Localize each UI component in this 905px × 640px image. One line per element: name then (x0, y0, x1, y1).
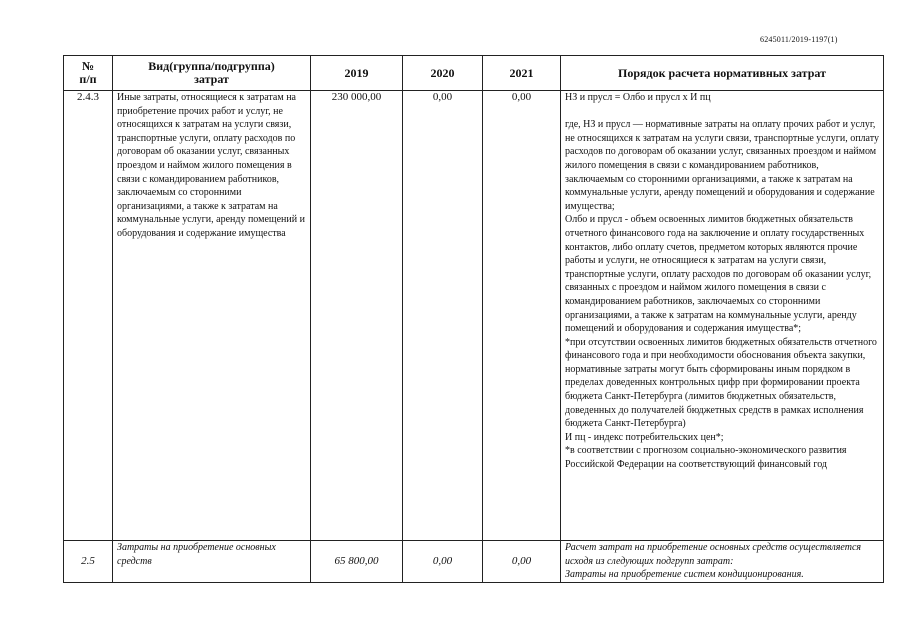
formula: НЗ и прусл = Олбо и прусл х И пц (565, 92, 711, 103)
header-cost-type-line2: затрат (194, 72, 229, 86)
row-number: 2.4.3 (64, 91, 113, 541)
calc-paragraph: Расчет затрат на приобретение основных средств осуществляется исходя из следующих подгрупп затрат: (565, 542, 862, 567)
calc-paragraph: Олбо и прусл - объем освоенных лимитов бюджетных обязательств отчетного финансового года на заключение и оплату государственных контактов, либо оплату счетов, предметом которых являются прочие работы и услуги, не относящиеся к затратам на услуги связи, транспортные услуги, оплату расходов по договорам об оказании услуг, связанных с проездом и наймом жилого помещения в связи с командированием работников, заключаемых со сторонними организациями, а также к затратам на коммунальные услуги, аренду помещений и оборудования и содержания имущества*; (565, 214, 872, 335)
header-number-line2: п/п (79, 72, 97, 86)
document-number: 6245011/2019-1197(1) (760, 35, 838, 44)
value-2020: 0,00 (403, 541, 483, 583)
calc-paragraph: *при отсутствии освоенных лимитов бюджетных обязательств отчетного финансового года и при необходимости обоснования объекта закупки, нормативные затраты могут быть сформированы иным порядком в пределах доведенных контрольных цифр при формировании проекта бюджета Санкт-Петербурга (лимитов бюджетных обязательств, доведенных до получателей бюджетных средств в рамках исполнения бюджета Санкт-Петербурга) (565, 336, 877, 430)
calculation-text (561, 91, 884, 541)
row-description: Иные затраты, относящиеся к затратам на приобретение прочих работ и услуг, не относящихся к затратам на услуги связи, транспортные услуги, оплату расходов по договорам об оказании услуг, связанных проездом и наймом жилого помещения в связи с командированием работников, заключаемым со сторонними организациями, а также к затратам на коммунальные услуги, аренду помещений и оборудования и содержание имущества (113, 91, 311, 541)
calc-paragraph: Затраты на приобретение систем кондиционирования. (565, 569, 804, 581)
table-row (64, 541, 884, 583)
header-calculation: Порядок расчета нормативных затрат (561, 56, 884, 91)
blank-line (565, 105, 879, 119)
header-2021: 2021 (483, 56, 561, 91)
header-cost-type (113, 56, 311, 91)
row-number: 2.5 (64, 541, 113, 583)
calc-paragraph: *в соответствии с прогнозом социально-экономического развития Российской Федерации на соответствующий финансовый год (565, 445, 847, 471)
value-2019: 65 800,00 (311, 541, 403, 583)
calc-paragraph: где, НЗ и прусл — нормативные затраты на оплату прочих работ и услуг, не относящихся к затратам на услуги связи, транспортные услуги, оплату расходов по договорам об оказании услуг, связанных проездом и наймом жилого помещения в связи с командированием работников, заключаемым со сторонними организациями, а также к затратам на коммунальные услуги, аренду помещений и оборудования и содержание имущества; (565, 119, 879, 212)
table-header-row (64, 56, 884, 91)
header-2020: 2020 (403, 56, 483, 91)
calc-paragraph: И пц - индекс потребительских цен*; (565, 431, 724, 443)
value-2020: 0,00 (403, 91, 483, 541)
header-2019: 2019 (311, 56, 403, 91)
calculation-text (561, 541, 884, 583)
value-2021: 0,00 (483, 541, 561, 583)
header-number-line1: № (81, 59, 95, 73)
value-2019: 230 000,00 (311, 91, 403, 541)
cost-table (63, 55, 884, 583)
header-cost-type-line1: Вид(группа/подгруппа) (148, 59, 275, 73)
table-row (64, 91, 884, 541)
value-2021: 0,00 (483, 91, 561, 541)
header-number (64, 56, 113, 91)
row-description: Затраты на приобретение основных средств (113, 541, 311, 583)
